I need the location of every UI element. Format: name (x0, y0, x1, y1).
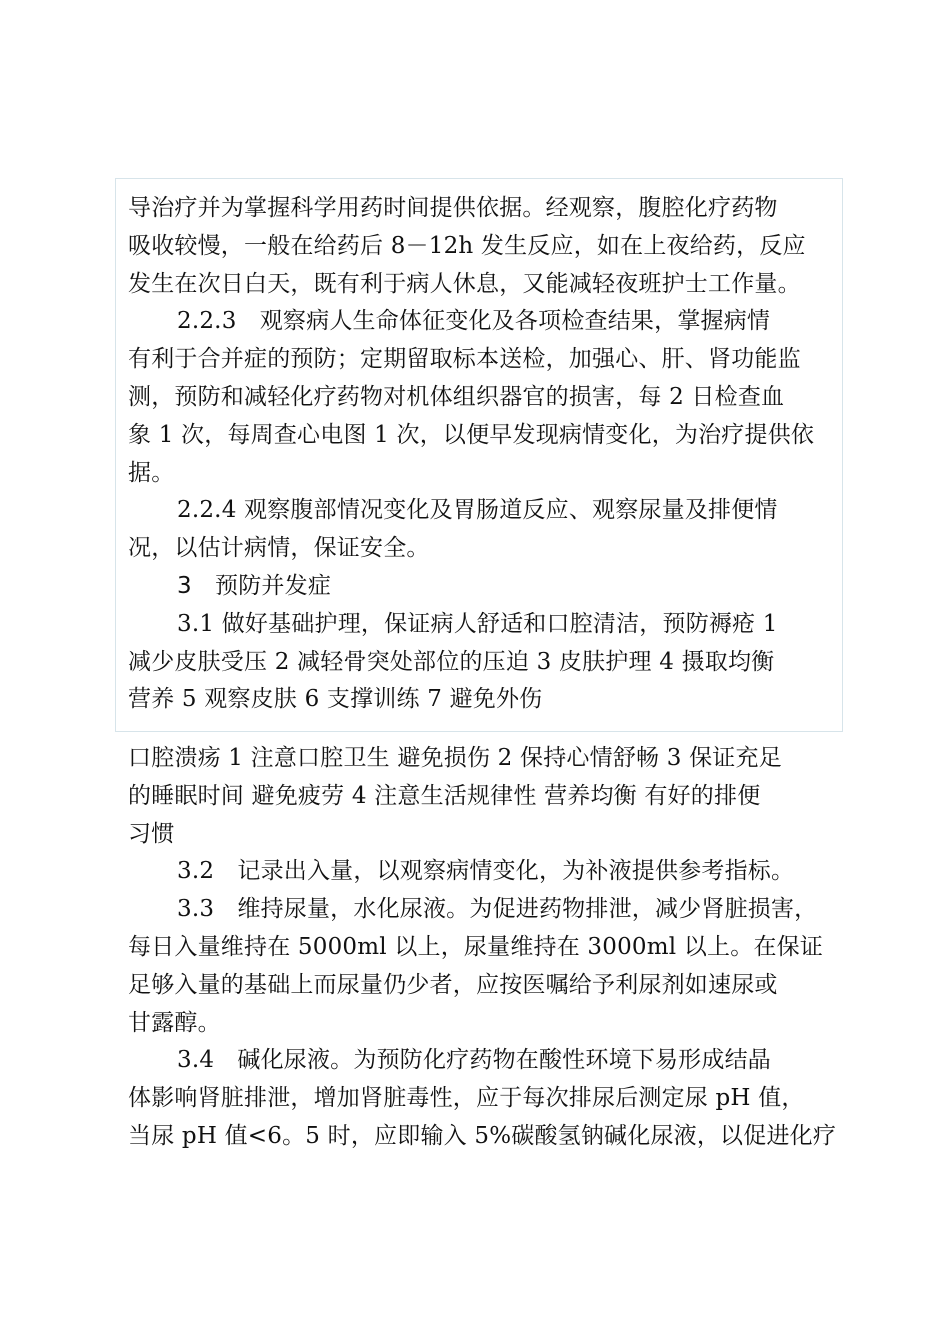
text-line: 当尿 pH 值<6。5 时，应即输入 5%碳酸氢钠碱化尿液，以促进化疗 (128, 1122, 837, 1149)
text-line: 据。 (128, 459, 175, 486)
text-line: 2.2.4 观察腹部情况变化及胃肠道反应、观察尿量及排便情 (177, 497, 778, 524)
text-line: 况，以估计病情，保证安全。 (128, 535, 430, 562)
text-block-upper (128, 190, 843, 719)
text-line: 吸收较慢，一般在给药后 8－12h 发生反应，如在上夜给药，反应 (128, 232, 806, 259)
text-line: 象 1 次，每周查心电图 1 次，以便早发现病情变化，为治疗提供依 (128, 421, 815, 448)
text-line: 营养 5 观察皮肤 6 支撑训练 7 避免外伤 (128, 686, 543, 713)
text-line: 导治疗并为掌握科学用药时间提供依据。经观察，腹腔化疗药物 (128, 195, 778, 221)
text-line: 足够入量的基础上而尿量仍少者，应按医嘱给予利尿剂如速尿或 (128, 971, 778, 998)
text-line: 每日入量维持在 5000ml 以上，尿量维持在 3000ml 以上。在保证 (128, 933, 824, 960)
text-line: 3.4 碱化尿液。为预防化疗药物在酸性环境下易形成结晶 (177, 1047, 771, 1074)
text-line: 的睡眠时间 避免疲劳 4 注意生活规律性 营养均衡 有好的排便 (128, 782, 761, 809)
text-line: 发生在次日白天，既有利于病人休息，又能减轻夜班护士工作量。 (128, 270, 801, 297)
text-line: 减少皮肤受压 2 减轻骨突处部位的压迫 3 皮肤护理 4 摄取均衡 (128, 648, 775, 675)
text-line: 测，预防和减轻化疗药物对机体组织器官的损害，每 2 日检查血 (128, 383, 785, 410)
text-line: 3.1 做好基础护理，保证病人舒适和口腔清洁，预防褥疮 1 (177, 610, 778, 637)
text-line: 体影响肾脏排泄，增加肾脏毒性，应于每次排尿后测定尿 pH 值， (128, 1085, 805, 1112)
text-line: 甘露醇。 (128, 1009, 221, 1036)
text-line: 有利于合并症的预防；定期留取标本送检，加强心、肝、肾功能监 (128, 346, 801, 373)
text-line: 3.3 维持尿量，水化尿液。为促进药物排泄，减少肾脏损害， (177, 896, 818, 923)
section-heading: 3 预防并发症 (177, 572, 332, 599)
text-line: 2.2.3 观察病人生命体征变化及各项检查结果，掌握病情 (177, 308, 771, 335)
text-line: 习惯 (128, 820, 175, 847)
text-line: 口腔溃疡 1 注意口腔卫生 避免损伤 2 保持心情舒畅 3 保证充足 (128, 745, 782, 771)
text-line: 3.2 记录出入量，以观察病情变化，为补液提供参考指标。 (177, 858, 795, 885)
text-block-lower (128, 740, 843, 1156)
